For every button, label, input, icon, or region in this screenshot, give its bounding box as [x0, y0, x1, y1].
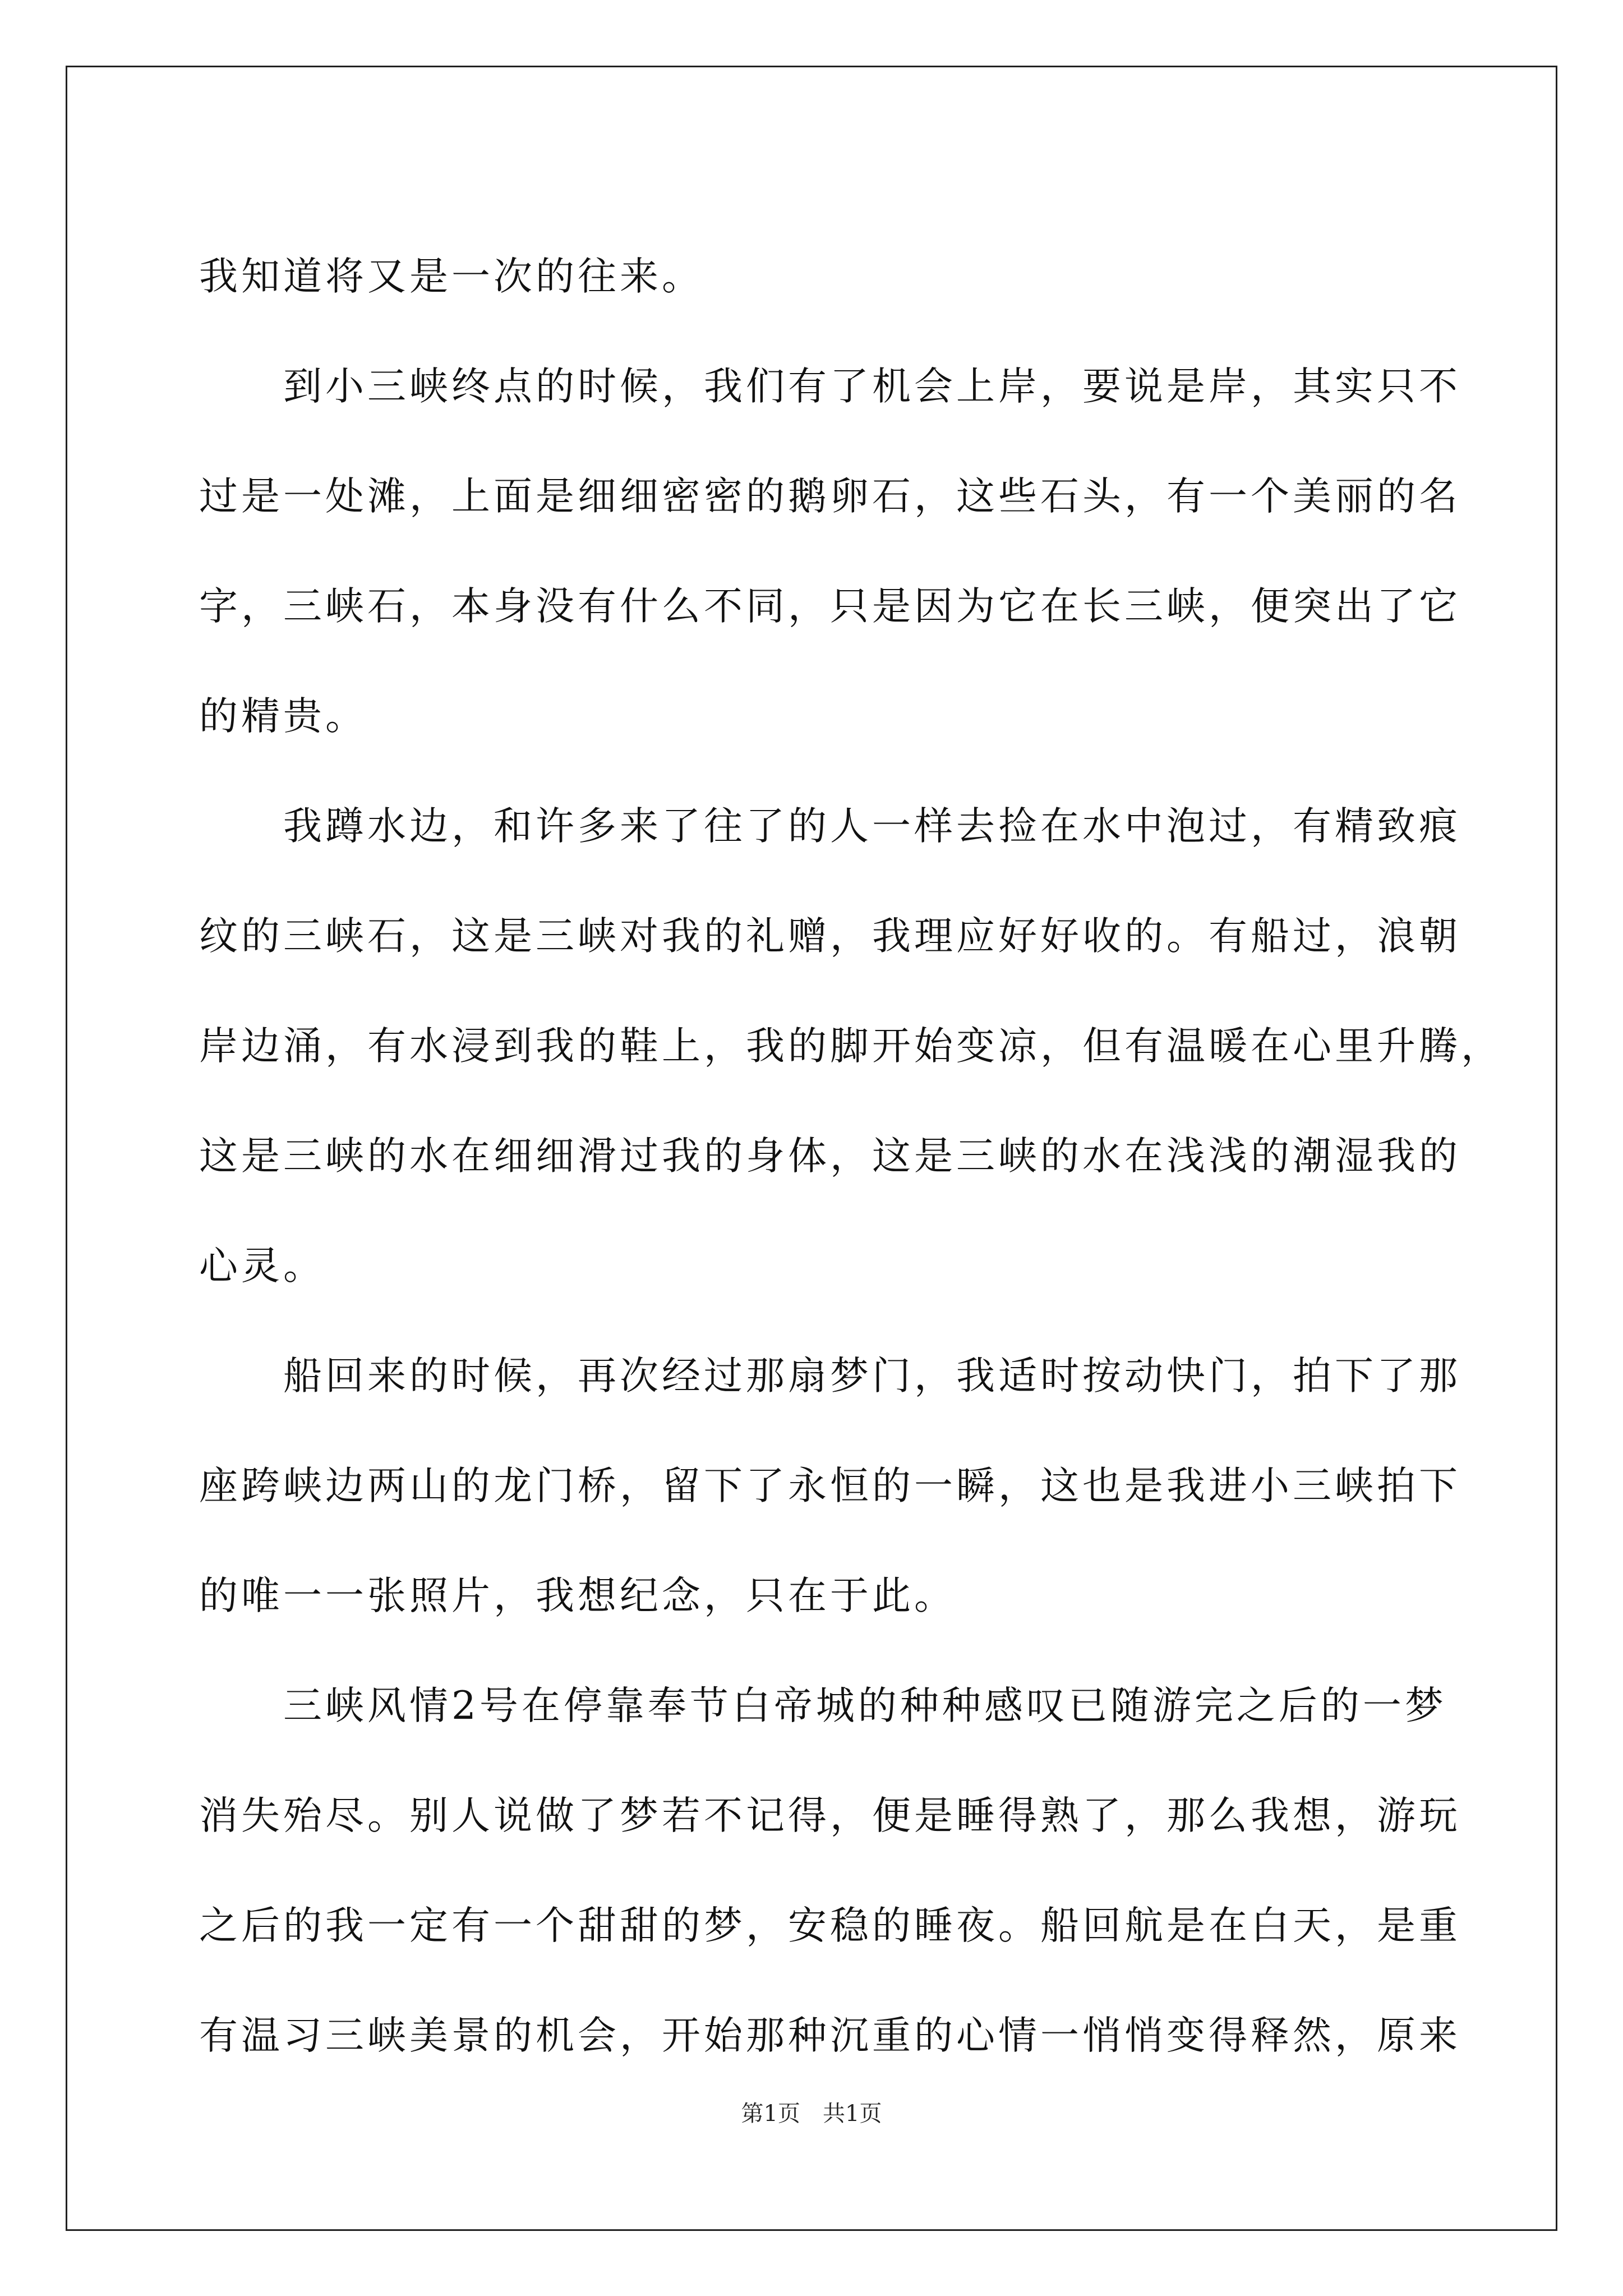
page-number-total: 共1页: [823, 2101, 882, 2127]
text-line: 船回来的时候，再次经过那扇梦门，我适时按动快门，拍下了那: [199, 1354, 1461, 1398]
text-line: 的精贵。: [199, 694, 367, 739]
text-line: 过是一处滩，上面是细细密密的鹅卵石，这些石头，有一个美丽的名: [199, 474, 1461, 519]
text-line: 之后的我一定有一个甜甜的梦，安稳的睡夜。船回航是在白天，是重: [199, 1903, 1461, 1948]
text-line: 纹的三峡石，这是三峡对我的礼赠，我理应好好收的。有船过，浪朝: [199, 914, 1461, 959]
text-line: 这是三峡的水在细细滑过我的身体，这是三峡的水在浅浅的潮湿我的: [199, 1134, 1461, 1179]
text-line: 消失殆尽。别人说做了梦若不记得，便是睡得熟了，那么我想，游玩: [199, 1793, 1461, 1838]
text-line: 字，三峡石，本身没有什么不同，只是因为它在长三峡，便突出了它: [199, 584, 1461, 629]
page-footer: [0, 2096, 1623, 2128]
text-line: 到小三峡终点的时候，我们有了机会上岸，要说是岸，其实只不: [199, 364, 1461, 409]
text-line: 的唯一一张照片，我想纪念，只在于此。: [199, 1573, 956, 1618]
text-line: 有温习三峡美景的机会，开始那种沉重的心情一悄悄变得释然，原来: [199, 2013, 1461, 2058]
text-line: 三峡风情2号在停靠奉节白帝城的种种感叹已随游完之后的一梦: [199, 1683, 1447, 1728]
page-number-current: 第1页: [741, 2101, 800, 2127]
text-line: 我蹲水边，和许多来了往了的人一样去捡在水中泡过，有精致痕: [199, 804, 1461, 849]
document-body: [199, 222, 1503, 2091]
text-line: 座跨峡边两山的龙门桥，留下了永恒的一瞬，这也是我进小三峡拍下: [199, 1464, 1461, 1508]
text-line: 我知道将又是一次的往来。: [199, 254, 704, 299]
text-line: 心灵。: [199, 1244, 325, 1289]
text-line: 岸边涌，有水浸到我的鞋上，我的脚开始变凉，但有温暖在心里升腾，: [199, 1024, 1503, 1069]
